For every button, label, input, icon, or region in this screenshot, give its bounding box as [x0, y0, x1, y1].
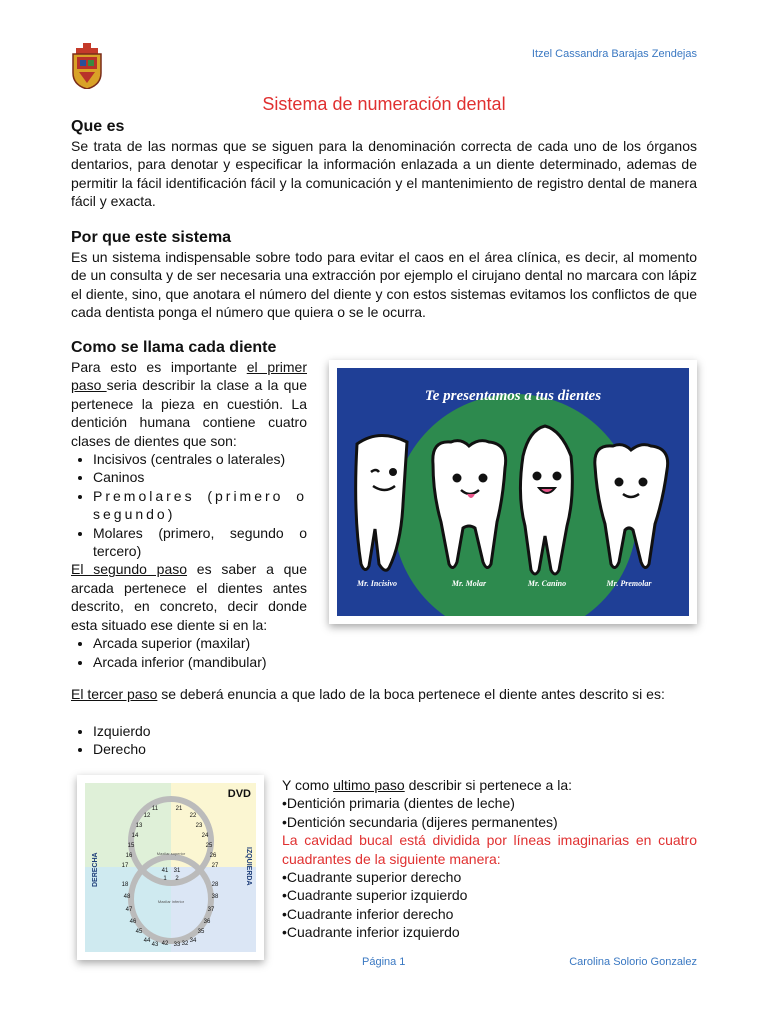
third-step-link: El tercer paso: [71, 686, 158, 702]
label-incisivo: Mr. Incisivo: [356, 579, 398, 588]
quadrants-intro: La cavidad bucal está dividida por líneas imaginarias en cuatro cuadrantes de la siguiente manera:: [282, 832, 697, 867]
tooth-number: 35: [197, 929, 205, 935]
last-step-pre: Y como: [282, 777, 334, 793]
footer-page: Página 1: [362, 956, 406, 968]
tooth-number: 38: [211, 894, 219, 900]
tooth-number: 17: [121, 863, 129, 869]
tooth-number: 14: [131, 833, 139, 839]
intro-text: Para esto es importante: [71, 359, 247, 375]
chart-upper-label: Maxilar superior: [156, 851, 186, 856]
last-step-line: [282, 776, 697, 794]
quadrant-item: •Cuadrante inferior izquierdo: [282, 924, 460, 941]
left-column: [71, 358, 307, 671]
section-heading-que-es: Que es: [71, 118, 125, 135]
tooth-number: 43: [151, 942, 159, 948]
chart-lower-label: Maxilar inferior: [157, 899, 185, 904]
label-canino: Mr. Canino: [527, 579, 567, 588]
dental-chart-card: [77, 775, 264, 960]
section-body-por-que: Es un sistema indispensable sobre todo para evitar el caos en el área clínica, es decir, al momento de un consulta y de ser necesaria una extracción por ejemplo el cirujano dental no marcara con lápiz el diente, sino, que anotara el número del diente y con estos sistemas evitamos los conflictos de que cada dentista ponga el número que quiera o se le ocurra.: [71, 249, 697, 321]
tooth-number: 46: [129, 919, 137, 925]
tooth-number: 2: [175, 876, 179, 882]
tooth-number: 25: [205, 843, 213, 849]
tooth-number: 23: [195, 823, 203, 829]
second-step-link: El segundo paso: [71, 561, 188, 578]
chart-brand: DVD: [227, 788, 251, 800]
tooth-number: 16: [125, 853, 133, 859]
tooth-number: 37: [207, 907, 215, 913]
teeth-illustration-card: [329, 360, 697, 624]
list-item: • Derecho: [93, 740, 151, 758]
tooth-number: 12: [143, 813, 151, 819]
tooth-number: 28: [211, 882, 219, 888]
tooth-classes-list: [71, 450, 307, 560]
arcadas-list: [71, 634, 307, 671]
tooth-number: 24: [201, 833, 209, 839]
tooth-number: 34: [189, 938, 197, 944]
section-body-que-es: Se trata de las normas que se siguen para la denominación correcta de cada uno de los órganos dentarios, para denotar y especificar la información enlazada a un diente determinado, ademas de permitir la fácil identificación fácil y la comunicación y el mantenimiento de registro dental de manera fácil y exacta.: [71, 138, 697, 210]
tooth-number: 27: [211, 863, 219, 869]
tooth-number: 33: [173, 942, 181, 948]
sides-list: [71, 722, 151, 759]
tooth-number: 18: [121, 882, 129, 888]
quadrant-item: •Cuadrante superior izquierdo: [282, 887, 468, 904]
last-step-post: describir si pertenece a la:: [404, 777, 573, 793]
teeth-title: Te presentamos a tus dientes: [424, 388, 602, 404]
tooth-number: 44: [143, 938, 151, 944]
section-heading-por-que: Por que este sistema: [71, 229, 232, 246]
tooth-number: 22: [189, 813, 197, 819]
dental-chart: [85, 783, 256, 952]
tooth-number: 42: [161, 941, 169, 947]
last-step-link: ultimo paso: [333, 777, 405, 793]
list-item: • Incisivos (centrales o laterales): [93, 450, 307, 468]
list-item: • Arcada inferior (mandibular): [93, 653, 307, 671]
first-step-link: el primer paso: [71, 359, 307, 394]
label-molar: Mr. Molar: [451, 579, 487, 588]
page-title: Sistema de numeración dental: [262, 94, 506, 114]
tooth-number: 31: [173, 868, 181, 874]
tooth-number: 21: [175, 806, 183, 812]
label-premolar: Mr. Premolar: [606, 579, 652, 588]
tooth-number: 26: [209, 853, 217, 859]
teeth-illustration: [337, 368, 689, 616]
intro-continue: seria describir la clase a la que pertenece la pieza en cuestión. La dentición humana contiene cuatro clases de dientes que son:: [71, 377, 308, 449]
tooth-number: 11: [151, 806, 159, 812]
tooth-number: 32: [181, 941, 189, 947]
tooth-number: 45: [135, 929, 143, 935]
chart-right-label: IZQUIERDA: [245, 847, 252, 886]
tooth-number: 41: [161, 868, 169, 874]
tooth-number: 48: [123, 894, 131, 900]
tooth-number: 1: [163, 876, 167, 882]
list-item: • Izquierdo: [93, 722, 151, 740]
list-item: • Arcada superior (maxilar): [93, 634, 307, 652]
third-step-text: se deberá enuncia a que lado de la boca pertenece el diente antes descrito si es:: [157, 686, 665, 702]
tooth-number: 47: [125, 907, 133, 913]
third-step-paragraph: [71, 685, 697, 703]
quadrant-item: •Cuadrante superior derecho: [282, 869, 462, 886]
university-logo: [70, 43, 104, 89]
right-column: [282, 776, 697, 942]
quadrant-item: •Cuadrante inferior derecho: [282, 905, 454, 922]
list-item: • Caninos: [93, 468, 307, 486]
second-step-paragraph: [71, 560, 307, 634]
denticion-item: •Dentición primaria (dientes de leche): [282, 795, 515, 812]
tooth-number: 36: [203, 919, 211, 925]
footer-author: Carolina Solorio Gonzalez: [569, 956, 697, 968]
tooth-number: 13: [135, 823, 143, 829]
chart-left-label: DERECHA: [92, 852, 99, 887]
denticion-item: •Dentición secundaria (dijeres permanentes): [282, 813, 558, 830]
list-item: • Molares (primero, segundo o tercero): [93, 524, 307, 561]
section-heading-como: Como se llama cada diente: [71, 339, 277, 356]
header-author: Itzel Cassandra Barajas Zendejas: [531, 48, 697, 60]
intro-paragraph: [71, 358, 307, 450]
tooth-number: 15: [127, 843, 135, 849]
second-step-text: es saber a que arcada pertenece el dientes antes descrito, en concreto, decir donde esta situado ese diente si en la:: [71, 561, 307, 633]
list-item: • Premolares (primero o segundo): [93, 487, 307, 524]
